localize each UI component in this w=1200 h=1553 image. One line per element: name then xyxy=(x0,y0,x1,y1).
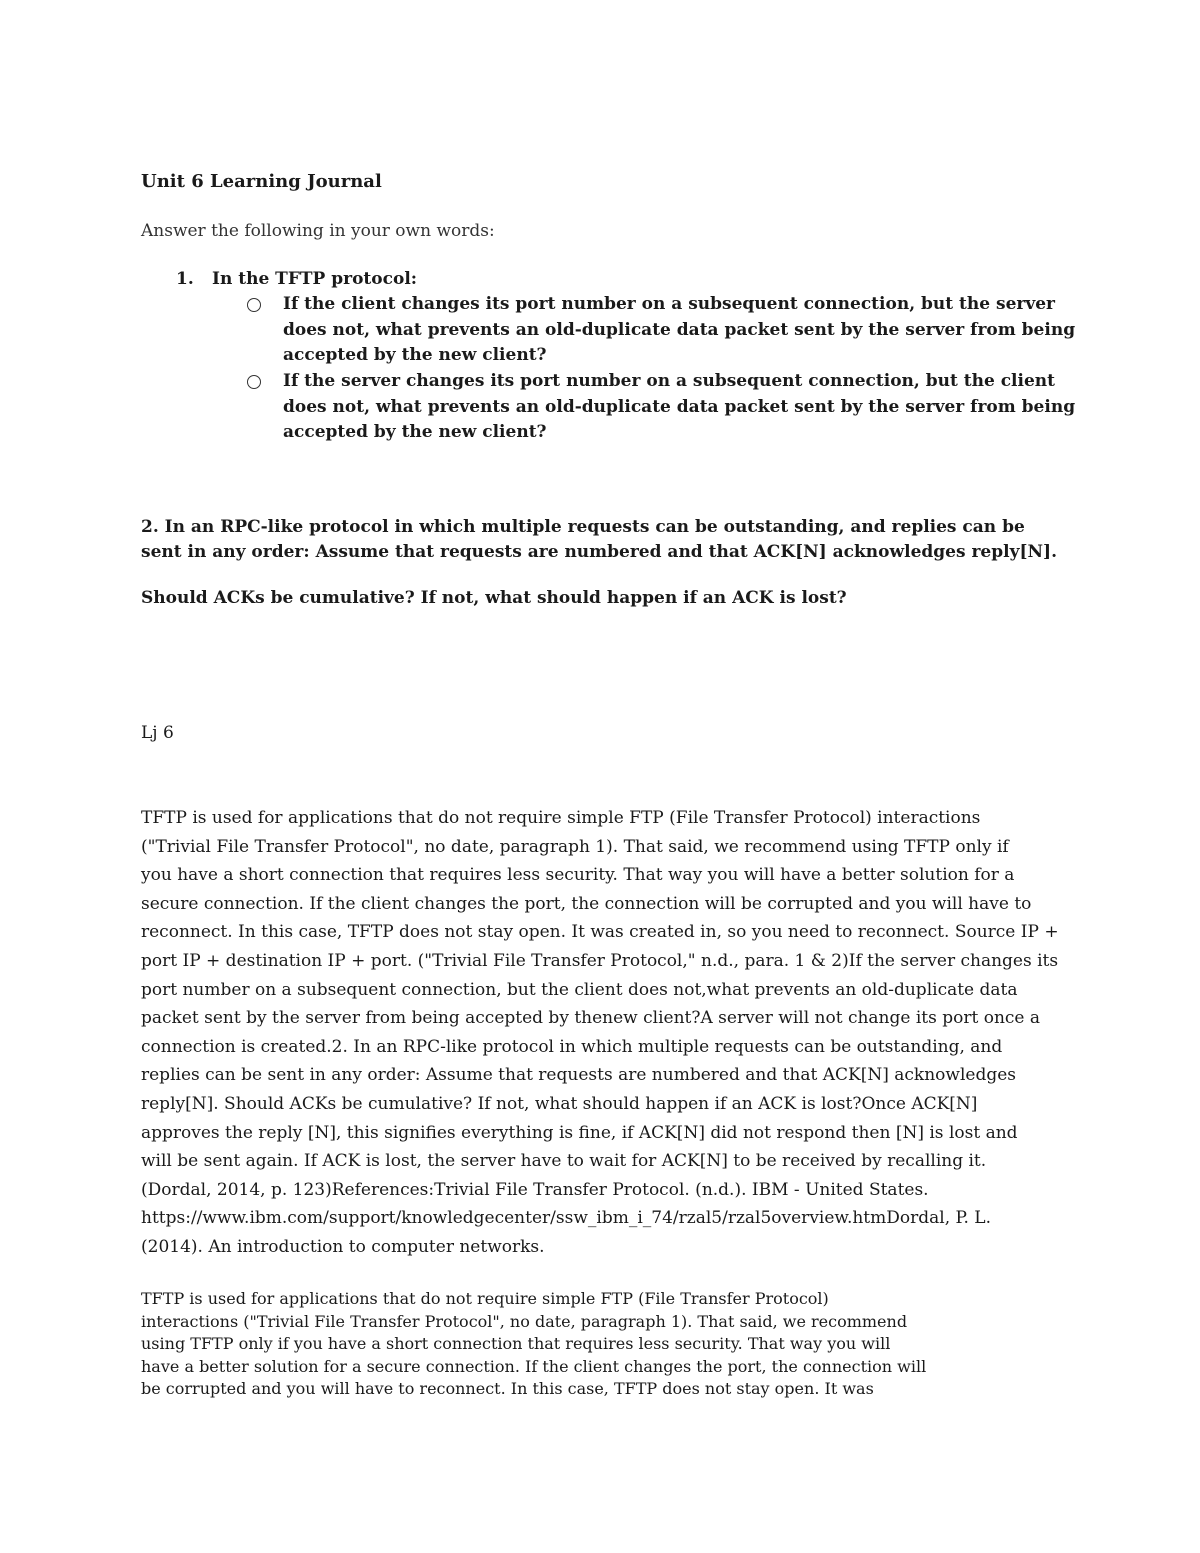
circle-bullet-icon xyxy=(247,298,261,312)
answer-line: https://www.ibm.com/support/knowledgecenter/ssw_ibm_i_74/rzal5/rzal5overview.htmDordal, P. L. xyxy=(141,1208,991,1229)
answer-label: Lj 6 xyxy=(141,723,174,743)
repeat-line: TFTP is used for applications that do not require simple FTP (File Transfer Protocol) xyxy=(141,1289,829,1308)
instruction-text: Answer the following in your own words: xyxy=(141,221,495,241)
answer-line: ("Trivial File Transfer Protocol", no date, paragraph 1). That said, we recommend using TFTP only if xyxy=(141,836,1009,857)
answer-line: port IP + destination IP + port. ("Trivial File Transfer Protocol," n.d., para. 1 & 2)If the server changes its xyxy=(141,950,1059,971)
answer-line: reply[N]. Should ACKs be cumulative? If not, what should happen if an ACK is lost?Once ACK[N] xyxy=(141,1093,978,1114)
question-2-text: 2. In an RPC-like protocol in which multiple requests can be outstanding, and replies can be sent in any order: Assume that requests are numbered and that ACK[N] acknowledges reply[N]. xyxy=(141,517,1058,562)
answer-line: secure connection. If the client changes the port, the connection will be corrupted and you will have to xyxy=(141,893,1032,914)
repeat-line: interactions ("Trivial File Transfer Protocol", no date, paragraph 1). That said, we recommend xyxy=(141,1311,908,1331)
question-2-followup: Should ACKs be cumulative? If not, what should happen if an ACK is lost? xyxy=(141,588,847,608)
repeat-line: using TFTP only if you have a short connection that requires less security. That way you will xyxy=(141,1334,891,1354)
answer-line: you have a short connection that requires less security. That way you will have a better solution for a xyxy=(141,865,1015,886)
answer-paragraph xyxy=(141,804,1061,1262)
answer-line: connection is created.2. In an RPC-like protocol in which multiple requests can be outstanding, and xyxy=(141,1036,1003,1057)
answer-line: port number on a subsequent connection, but the client does not,what prevents an old-duplicate data xyxy=(141,979,1018,1000)
subitem-text: If the client changes its port number on a subsequent connection, but the server does not, what prevents an old-duplicate data packet sent by the server from being accepted by the new client? xyxy=(283,294,1076,365)
question-1-subitem xyxy=(247,369,1077,446)
answer-line: approves the reply [N], this signifies everything is fine, if ACK[N] did not respond then [N] is lost and xyxy=(141,1122,1018,1143)
answer-line: (Dordal, 2014, p. 123)References:Trivial File Transfer Protocol. (n.d.). IBM - United States. xyxy=(141,1179,929,1200)
answer-line: packet sent by the server from being accepted by thenew client?A server will not change its port once a xyxy=(141,1008,1041,1029)
answer-line: replies can be sent in any order: Assume that requests are numbered and that ACK[N] acknowledges xyxy=(141,1065,1017,1086)
question-1-number: 1. xyxy=(176,269,194,289)
answer-line: will be sent again. If ACK is lost, the server have to wait for ACK[N] to be received by recalling it. xyxy=(141,1151,987,1172)
page-title: Unit 6 Learning Journal xyxy=(141,171,382,192)
answer-line: TFTP is used for applications that do not require simple FTP (File Transfer Protocol) interactions xyxy=(141,808,981,828)
repeat-line: have a better solution for a secure connection. If the client changes the port, the connection will xyxy=(141,1356,927,1376)
repeat-line: be corrupted and you will have to reconnect. In this case, TFTP does not stay open. It was xyxy=(141,1379,874,1399)
subitem-text: If the server changes its port number on a subsequent connection, but the client does not, what prevents an old-duplicate data packet sent by the server from being accepted by the new client? xyxy=(283,371,1076,442)
repeated-answer-paragraph xyxy=(141,1288,981,1401)
question-1-label: In the TFTP protocol: xyxy=(212,269,418,289)
question-1-heading xyxy=(176,269,417,289)
answer-line: reconnect. In this case, TFTP does not stay open. It was created in, so you need to reconnect. Source IP + xyxy=(141,922,1059,943)
circle-bullet-icon xyxy=(247,375,261,389)
question-1-subitem xyxy=(247,292,1077,369)
answer-line: (2014). An introduction to computer networks. xyxy=(141,1236,545,1257)
